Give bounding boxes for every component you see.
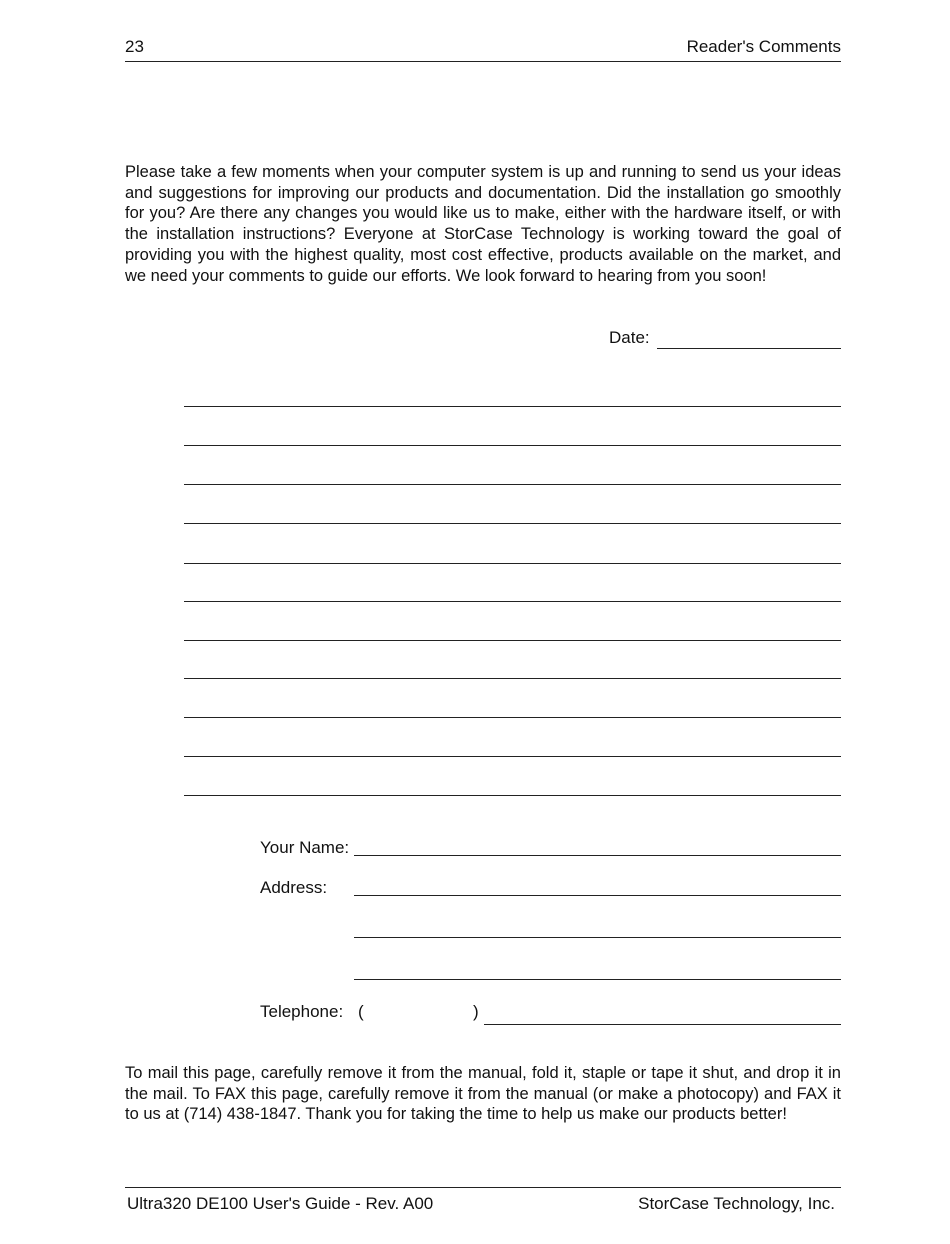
page-number: 23 <box>125 37 144 56</box>
area-code-field[interactable] <box>368 1000 470 1022</box>
comment-line[interactable] <box>184 640 841 641</box>
comment-line[interactable] <box>184 523 841 524</box>
address-field-line-3[interactable] <box>354 979 841 980</box>
footer-guide-title: Ultra320 DE100 User's Guide - Rev. A00 <box>127 1194 434 1213</box>
comment-line[interactable] <box>184 756 841 757</box>
intro-paragraph: Please take a few moments when your computer system is up and running to send us your ideas and suggestions for improving our products and documentation. Did the installation go smoothly for you? Are there any changes you would like us to make, either with the hardware itself, or with the installation instructions? Everyone at StorCase Technology is working toward the goal of providing you with the highest quality, most cost effective, products available on the market, and we need your comments to guide our efforts. We look forward to hearing from you soon! <box>125 163 841 285</box>
date-field[interactable] <box>657 348 841 349</box>
comment-line[interactable] <box>184 717 841 718</box>
date-label: Date: <box>609 328 650 347</box>
comment-line[interactable] <box>184 484 841 485</box>
address-label: Address: <box>260 878 328 897</box>
comment-line[interactable] <box>184 445 841 446</box>
address-field-line-1[interactable] <box>354 895 841 896</box>
telephone-field[interactable] <box>484 1024 841 1025</box>
footer-company: StorCase Technology, Inc. <box>638 1194 835 1213</box>
comment-line[interactable] <box>184 795 841 796</box>
footer-rule <box>125 1187 841 1188</box>
comment-line[interactable] <box>184 406 841 407</box>
telephone-label: Telephone: <box>260 1002 344 1021</box>
area-code-close-paren: ) <box>473 1002 479 1021</box>
address-field-line-2[interactable] <box>354 937 841 938</box>
comment-line[interactable] <box>184 601 841 602</box>
mailing-instructions: To mail this page, carefully remove it from the manual, fold it, staple or tape it shut, and drop it in the mail. To FAX this page, carefully remove it from the manual (or make a photocopy) and FAX it to us at (714) 438-1847. Thank you for taking the time to help us make our products better! <box>125 1064 841 1124</box>
comment-line[interactable] <box>184 563 841 564</box>
comment-line[interactable] <box>184 678 841 679</box>
section-title: Reader's Comments <box>686 37 841 56</box>
header-rule <box>125 61 841 62</box>
name-label: Your Name: <box>260 838 350 857</box>
area-code-open-paren: ( <box>358 1002 364 1021</box>
name-field[interactable] <box>354 855 841 856</box>
